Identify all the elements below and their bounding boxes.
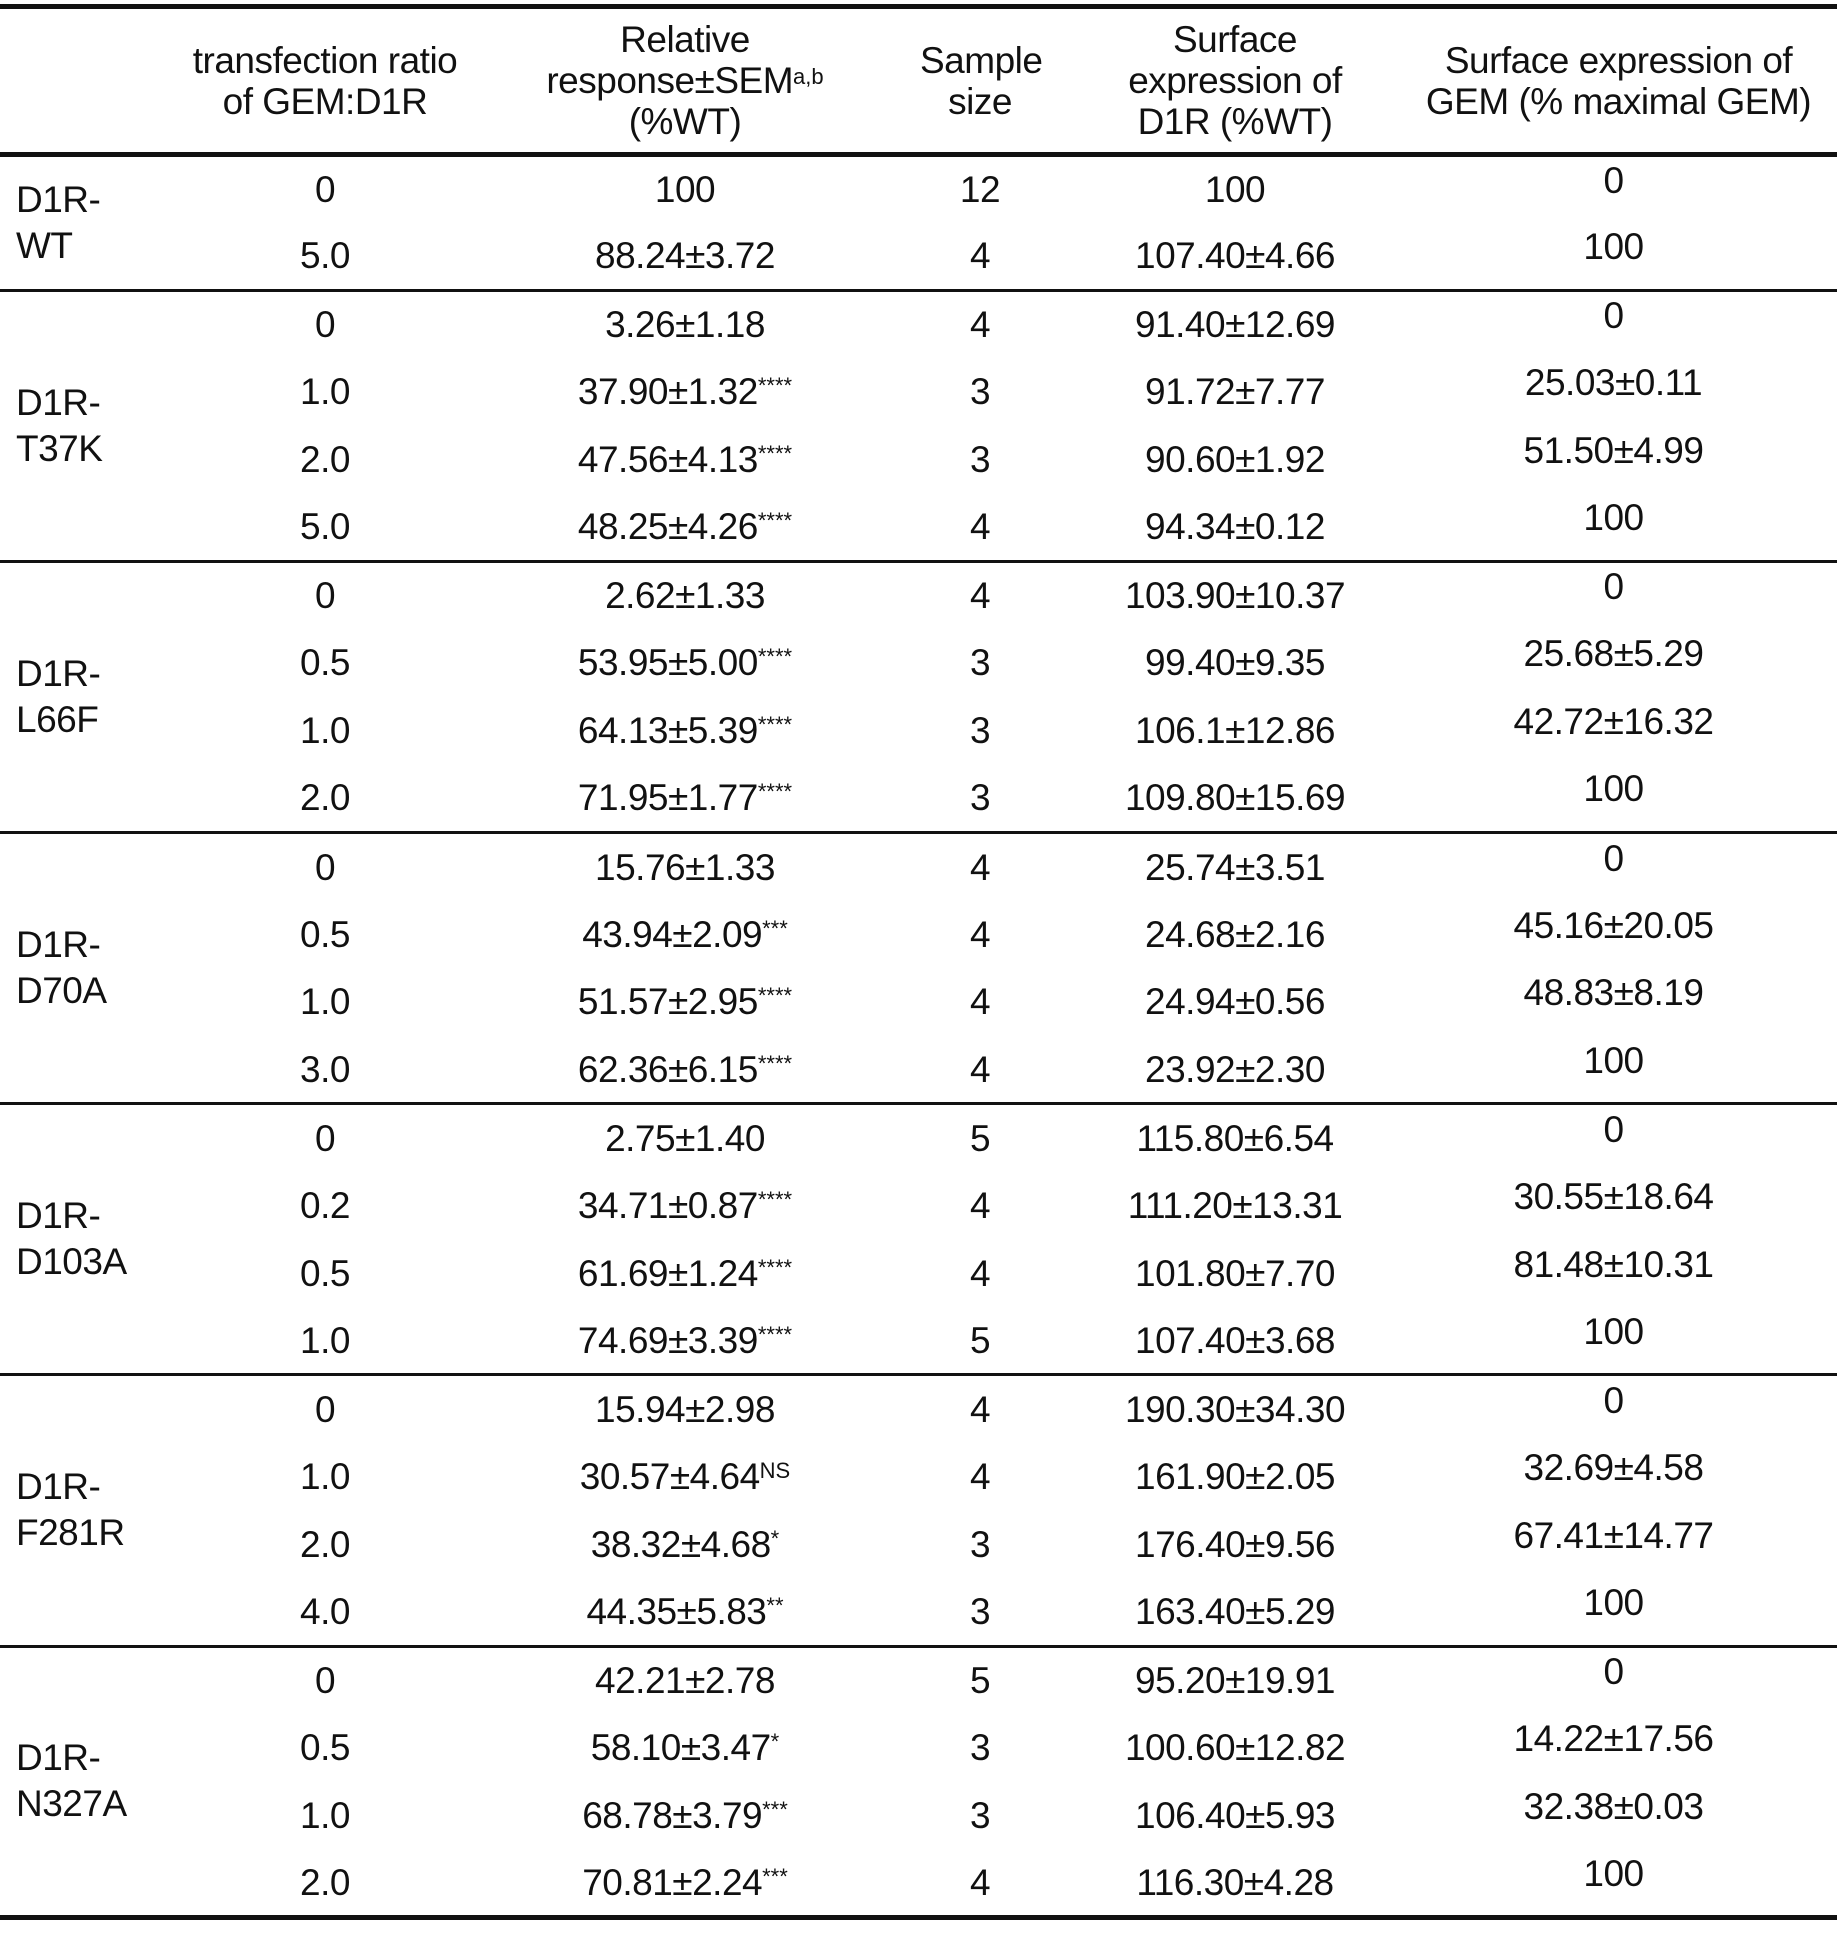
cell-d1r-surface: 163.40±5.29 — [1135, 1590, 1335, 1632]
cell-response — [490, 1443, 880, 1511]
cell-d1r-surface: 100.60±12.82 — [1124, 1727, 1346, 1769]
significance-marker: **** — [757, 1321, 793, 1347]
gem-surface-value: 42.72±16.32 — [1513, 701, 1714, 743]
response-value: 2.62±1.33 — [605, 575, 765, 617]
response-value: 53.95±5.00 — [577, 642, 758, 684]
table-row — [0, 629, 1837, 697]
gem-surface-value: 30.55±18.64 — [1513, 1175, 1714, 1217]
cell-ratio: 0 — [314, 1117, 336, 1159]
cell-ratio: 0 — [314, 1388, 336, 1430]
cell-response — [490, 1578, 880, 1646]
cell-d1r-surface: 91.40±12.69 — [1135, 304, 1335, 346]
significance-marker: **** — [757, 1254, 793, 1280]
group-l66f — [0, 561, 1837, 832]
group-label-line1: D1R- — [16, 1737, 101, 1779]
group-t37k — [0, 290, 1837, 561]
cell-response — [490, 1849, 880, 1917]
cell-d1r-surface: 107.40±4.66 — [1135, 234, 1335, 276]
cell-d1r-surface: 101.80±7.70 — [1135, 1252, 1335, 1294]
gem-surface-value: 45.16±20.05 — [1513, 904, 1714, 946]
cell-gem-surface — [1390, 155, 1837, 223]
cell-response — [490, 1646, 880, 1714]
group-label-line2: N327A — [16, 1783, 127, 1825]
gem-surface-value: 100 — [1583, 1039, 1644, 1081]
significance-marker: **** — [757, 508, 793, 534]
cell-d1r-surface: 161.90±2.05 — [1135, 1456, 1335, 1498]
cell-ratio: 2.0 — [300, 1523, 350, 1565]
cell-gem-surface — [1390, 1239, 1837, 1307]
cell-d1r-surface: 99.40±9.35 — [1145, 642, 1325, 684]
cell-sample-size: 3 — [969, 1795, 991, 1837]
response-value: 43.94±2.09 — [582, 913, 763, 955]
header-ratio — [160, 7, 490, 155]
gem-surface-value: 25.68±5.29 — [1523, 633, 1704, 675]
group-label — [0, 832, 160, 1103]
significance-marker: **** — [757, 644, 793, 670]
cell-ratio: 2.0 — [300, 1861, 350, 1903]
response-value: 61.69±1.24 — [577, 1252, 758, 1294]
cell-sample-size: 3 — [969, 1523, 991, 1565]
cell-response — [490, 493, 880, 561]
response-value: 42.21±2.78 — [595, 1660, 775, 1702]
group-label-line1: D1R- — [16, 1466, 101, 1508]
table-row — [0, 426, 1837, 494]
table-row — [0, 1443, 1837, 1511]
cell-response — [490, 1171, 880, 1239]
group-label-line2: L66F — [16, 698, 99, 740]
cell-ratio: 0 — [314, 575, 336, 617]
significance-marker: **** — [757, 1186, 793, 1212]
group-label-line1: D1R- — [16, 652, 101, 694]
group-d103a — [0, 1104, 1837, 1375]
cell-gem-surface — [1390, 765, 1837, 833]
cell-gem-surface — [1390, 1171, 1837, 1239]
gem-surface-value: 100 — [1583, 1310, 1644, 1352]
group-label-line2: T37K — [16, 427, 103, 469]
header-gem-surface — [1390, 7, 1837, 155]
gem-surface-value: 100 — [1583, 1852, 1644, 1894]
cell-ratio: 2.0 — [300, 777, 350, 819]
group-label — [0, 1375, 160, 1646]
cell-gem-surface — [1390, 561, 1837, 629]
cell-sample-size: 4 — [969, 304, 991, 346]
cell-response — [490, 968, 880, 1036]
cell-response — [490, 1307, 880, 1375]
response-value: 58.10±3.47 — [590, 1727, 771, 1769]
table-row — [0, 1578, 1837, 1646]
response-value: 88.24±3.72 — [595, 234, 775, 276]
table-row — [0, 900, 1837, 968]
significance-marker: **** — [757, 983, 793, 1009]
response-value: 70.81±2.24 — [582, 1861, 763, 1903]
cell-gem-surface — [1390, 1307, 1837, 1375]
table-row — [0, 1849, 1837, 1917]
cell-gem-surface — [1390, 1578, 1837, 1646]
group-label — [0, 1646, 160, 1917]
cell-d1r-surface: 91.72±7.77 — [1145, 371, 1325, 413]
gem-surface-value: 0 — [1603, 837, 1624, 879]
response-value: 68.78±3.79 — [582, 1795, 763, 1837]
table-row — [0, 697, 1837, 765]
significance-marker: **** — [757, 441, 793, 467]
cell-gem-surface — [1390, 900, 1837, 968]
table-row — [0, 1036, 1837, 1104]
group-label-line2: WT — [16, 224, 73, 266]
cell-sample-size: 4 — [969, 1048, 991, 1090]
response-value: 100 — [654, 169, 716, 211]
cell-response — [490, 1104, 880, 1172]
significance-marker: *** — [762, 1797, 788, 1823]
cell-gem-surface — [1390, 426, 1837, 494]
cell-response — [490, 1510, 880, 1578]
header-group — [0, 7, 160, 155]
cell-ratio: 0 — [314, 1660, 336, 1702]
cell-response — [490, 900, 880, 968]
gem-surface-value: 100 — [1583, 768, 1644, 810]
table-row — [0, 1307, 1837, 1375]
response-value: 71.95±1.77 — [577, 777, 758, 819]
cell-gem-surface — [1390, 1104, 1837, 1172]
table-row — [0, 155, 1837, 223]
significance-marker: **** — [757, 712, 793, 738]
cell-sample-size: 5 — [969, 1117, 991, 1159]
cell-d1r-surface: 23.92±2.30 — [1145, 1048, 1325, 1090]
response-value: 2.75±1.40 — [605, 1117, 765, 1159]
cell-response — [490, 765, 880, 833]
cell-d1r-surface: 109.80±15.69 — [1124, 777, 1346, 819]
cell-response — [490, 155, 880, 223]
header-ratio-text: transfection ratio of GEM:D1R — [192, 39, 458, 122]
cell-sample-size: 4 — [969, 506, 991, 548]
cell-response — [490, 222, 880, 290]
cell-sample-size: 3 — [969, 1727, 991, 1769]
significance-marker: * — [770, 1525, 780, 1551]
table-row — [0, 1375, 1837, 1443]
group-wt — [0, 155, 1837, 291]
table-row — [0, 765, 1837, 833]
table-row — [0, 832, 1837, 900]
cell-gem-surface — [1390, 358, 1837, 426]
cell-response — [490, 1375, 880, 1443]
significance-marker: **** — [757, 779, 793, 805]
cell-response — [490, 290, 880, 358]
cell-ratio: 0 — [314, 169, 336, 211]
cell-ratio: 4.0 — [300, 1590, 350, 1632]
header-response — [490, 7, 880, 155]
header-response-footnote: a,b — [793, 64, 824, 89]
group-label-line1: D1R- — [16, 1195, 101, 1237]
group-label — [0, 155, 160, 291]
cell-sample-size: 3 — [969, 371, 991, 413]
header-sample-size — [880, 7, 1080, 155]
cell-gem-surface — [1390, 493, 1837, 561]
cell-gem-surface — [1390, 1510, 1837, 1578]
table-row — [0, 1646, 1837, 1714]
cell-sample-size: 4 — [969, 234, 991, 276]
cell-ratio: 1.0 — [300, 981, 350, 1023]
header-d1r-surface-text: Surface expression of D1R (%WT) — [1128, 19, 1342, 142]
significance-marker: *** — [762, 915, 788, 941]
group-label — [0, 1104, 160, 1375]
cell-ratio: 5.0 — [300, 234, 350, 276]
data-table — [0, 4, 1837, 1920]
cell-response — [490, 426, 880, 494]
response-value: 47.56±4.13 — [577, 439, 758, 481]
table-row — [0, 968, 1837, 1036]
group-label-line1: D1R- — [16, 924, 101, 966]
cell-gem-surface — [1390, 1714, 1837, 1782]
gem-surface-value: 100 — [1583, 497, 1644, 539]
gem-surface-value: 0 — [1603, 295, 1624, 337]
group-n327a — [0, 1646, 1837, 1917]
cell-d1r-surface: 190.30±34.30 — [1124, 1388, 1346, 1430]
cell-sample-size: 3 — [969, 439, 991, 481]
cell-d1r-surface: 25.74±3.51 — [1145, 846, 1325, 888]
gem-surface-value: 100 — [1583, 1581, 1644, 1623]
cell-response — [490, 697, 880, 765]
cell-sample-size: 4 — [969, 1388, 991, 1430]
table-row — [0, 493, 1837, 561]
significance-marker: * — [770, 1729, 780, 1755]
cell-ratio: 0.5 — [300, 1727, 350, 1769]
response-value: 37.90±1.32 — [577, 371, 758, 413]
cell-response — [490, 1714, 880, 1782]
cell-sample-size: 5 — [969, 1660, 991, 1702]
cell-sample-size: 12 — [959, 169, 1001, 211]
header-response-text: Relative response±SEM — [546, 19, 794, 101]
group-f281r — [0, 1375, 1837, 1646]
cell-gem-surface — [1390, 1443, 1837, 1511]
group-d70a — [0, 832, 1837, 1103]
cell-gem-surface — [1390, 629, 1837, 697]
group-label-line1: D1R- — [16, 178, 101, 220]
response-value: 15.76±1.33 — [595, 846, 775, 888]
table-row — [0, 290, 1837, 358]
gem-surface-value: 67.41±14.77 — [1513, 1514, 1714, 1556]
cell-ratio: 0 — [314, 846, 336, 888]
table-row — [0, 358, 1837, 426]
gem-surface-value: 81.48±10.31 — [1513, 1243, 1714, 1285]
cell-ratio: 0 — [314, 304, 336, 346]
cell-sample-size: 5 — [969, 1319, 991, 1361]
cell-sample-size: 4 — [969, 981, 991, 1023]
response-value: 44.35±5.83 — [586, 1590, 767, 1632]
cell-ratio: 1.0 — [300, 710, 350, 752]
response-value: 3.26±1.18 — [605, 304, 765, 346]
cell-gem-surface — [1390, 697, 1837, 765]
cell-d1r-surface: 111.20±13.31 — [1127, 1184, 1343, 1226]
cell-sample-size: 4 — [969, 1456, 991, 1498]
cell-gem-surface — [1390, 290, 1837, 358]
cell-ratio: 5.0 — [300, 506, 350, 548]
cell-ratio: 0.2 — [300, 1184, 350, 1226]
response-value: 64.13±5.39 — [577, 710, 758, 752]
cell-response — [490, 629, 880, 697]
table-row — [0, 1510, 1837, 1578]
response-value: 30.57±4.64 — [579, 1456, 760, 1498]
gem-surface-value: 25.03±0.11 — [1524, 362, 1703, 404]
group-label-line2: F281R — [16, 1512, 125, 1554]
cell-ratio: 1.0 — [300, 371, 350, 413]
cell-d1r-surface: 116.30±4.28 — [1136, 1861, 1334, 1903]
response-value: 34.71±0.87 — [577, 1184, 758, 1226]
cell-sample-size: 3 — [969, 710, 991, 752]
cell-sample-size: 4 — [969, 1184, 991, 1226]
gem-surface-value: 32.69±4.58 — [1523, 1447, 1704, 1489]
response-value: 51.57±2.95 — [577, 981, 758, 1023]
cell-response — [490, 358, 880, 426]
cell-gem-surface — [1390, 1646, 1837, 1714]
table-row — [0, 1714, 1837, 1782]
cell-sample-size: 3 — [969, 642, 991, 684]
cell-gem-surface — [1390, 1036, 1837, 1104]
table-row — [0, 1782, 1837, 1850]
cell-ratio: 1.0 — [300, 1319, 350, 1361]
significance-marker: **** — [757, 373, 793, 399]
cell-response — [490, 1239, 880, 1307]
cell-gem-surface — [1390, 1375, 1837, 1443]
cell-gem-surface — [1390, 1849, 1837, 1917]
cell-ratio: 2.0 — [300, 439, 350, 481]
table-header — [0, 7, 1837, 155]
cell-response — [490, 832, 880, 900]
significance-marker: **** — [757, 1050, 793, 1076]
cell-sample-size: 4 — [969, 1252, 991, 1294]
header-d1r-surface — [1080, 7, 1390, 155]
cell-response — [490, 1036, 880, 1104]
cell-response — [490, 561, 880, 629]
cell-d1r-surface: 106.1±12.86 — [1135, 710, 1335, 752]
group-label-line2: D103A — [16, 1241, 127, 1283]
cell-d1r-surface: 24.68±2.16 — [1145, 913, 1325, 955]
significance-marker: ** — [766, 1592, 784, 1618]
significance-marker: *** — [762, 1863, 788, 1889]
cell-d1r-surface: 107.40±3.68 — [1135, 1319, 1335, 1361]
cell-d1r-surface: 176.40±9.56 — [1135, 1523, 1335, 1565]
group-label-line1: D1R- — [16, 381, 101, 423]
gem-surface-value: 0 — [1603, 1108, 1624, 1150]
cell-ratio: 0.5 — [300, 1252, 350, 1294]
gem-surface-value: 14.22±17.56 — [1513, 1718, 1714, 1760]
cell-ratio: 0.5 — [300, 913, 350, 955]
table-row — [0, 1104, 1837, 1172]
cell-gem-surface — [1390, 222, 1837, 290]
header-response-unit: (%WT) — [628, 101, 742, 142]
gem-surface-value: 32.38±0.03 — [1523, 1786, 1704, 1828]
gem-surface-value: 100 — [1583, 225, 1644, 267]
table-row — [0, 561, 1837, 629]
cell-d1r-surface: 106.40±5.93 — [1135, 1795, 1335, 1837]
cell-d1r-surface: 90.60±1.92 — [1145, 439, 1325, 481]
cell-d1r-surface: 100 — [1204, 169, 1266, 211]
gem-surface-value: 0 — [1603, 1379, 1624, 1421]
response-value: 15.94±2.98 — [595, 1388, 775, 1430]
cell-d1r-surface: 115.80±6.54 — [1136, 1117, 1334, 1159]
cell-ratio: 1.0 — [300, 1456, 350, 1498]
gem-surface-value: 0 — [1603, 1651, 1624, 1693]
group-label — [0, 290, 160, 561]
cell-ratio: 3.0 — [300, 1048, 350, 1090]
cell-sample-size: 4 — [969, 575, 991, 617]
group-label — [0, 561, 160, 832]
gem-surface-value: 51.50±4.99 — [1523, 430, 1704, 472]
cell-sample-size: 4 — [969, 913, 991, 955]
response-value: 38.32±4.68 — [590, 1523, 771, 1565]
table-row — [0, 1171, 1837, 1239]
cell-sample-size: 4 — [969, 1861, 991, 1903]
response-value: 62.36±6.15 — [577, 1048, 758, 1090]
cell-ratio: 1.0 — [300, 1795, 350, 1837]
gem-surface-value: 0 — [1603, 160, 1624, 202]
cell-gem-surface — [1390, 968, 1837, 1036]
response-value: 48.25±4.26 — [577, 506, 758, 548]
header-sample-size-text: Sample size — [920, 39, 1043, 122]
gem-surface-value: 0 — [1603, 566, 1624, 608]
table-row — [0, 222, 1837, 290]
cell-d1r-surface: 103.90±10.37 — [1124, 575, 1346, 617]
gem-surface-value: 48.83±8.19 — [1523, 972, 1704, 1014]
table-row — [0, 1239, 1837, 1307]
cell-gem-surface — [1390, 1782, 1837, 1850]
cell-sample-size: 4 — [969, 846, 991, 888]
significance-marker: NS — [759, 1458, 791, 1484]
cell-ratio: 0.5 — [300, 642, 350, 684]
cell-gem-surface — [1390, 832, 1837, 900]
cell-d1r-surface: 24.94±0.56 — [1145, 981, 1325, 1023]
cell-response — [490, 1782, 880, 1850]
group-label-line2: D70A — [16, 970, 107, 1012]
response-value: 74.69±3.39 — [577, 1319, 758, 1361]
cell-sample-size: 3 — [969, 777, 991, 819]
cell-d1r-surface: 95.20±19.91 — [1135, 1660, 1335, 1702]
cell-sample-size: 3 — [969, 1590, 991, 1632]
header-gem-surface-text: Surface expression of GEM (% maximal GEM) — [1425, 39, 1812, 122]
cell-d1r-surface: 94.34±0.12 — [1145, 506, 1325, 548]
